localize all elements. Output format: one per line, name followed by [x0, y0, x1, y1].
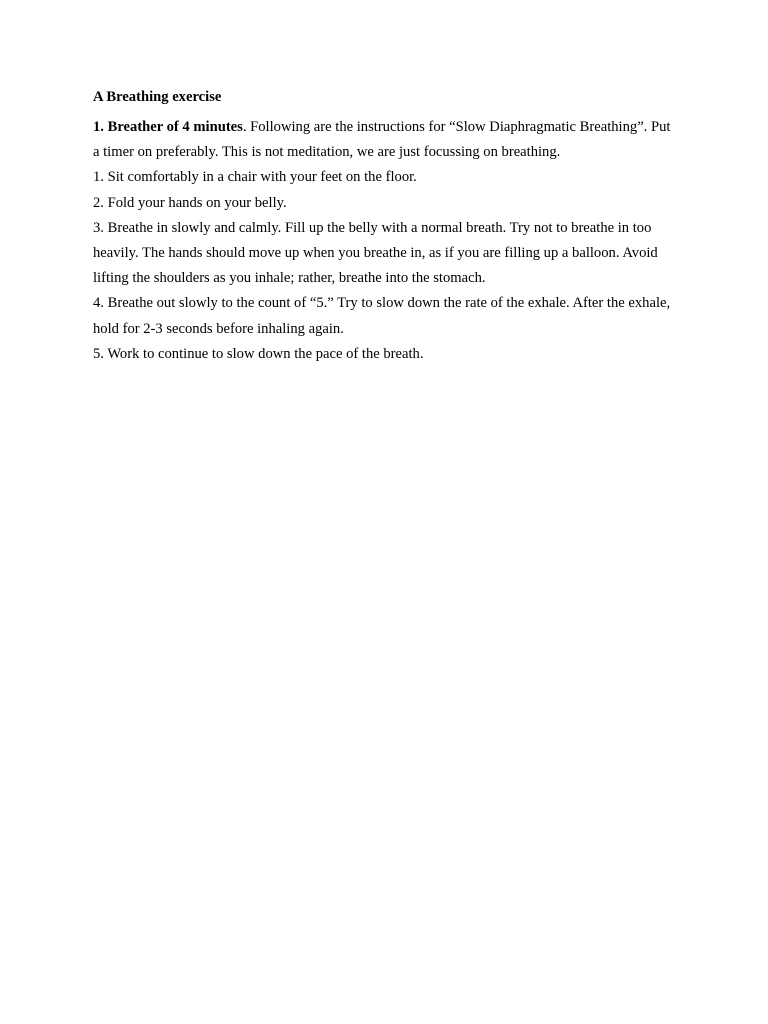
intro-lead: 1. Breather of 4 minutes: [93, 119, 243, 135]
step-4: 4. Breathe out slowly to the count of “5.” Try to slow down the rate of the exhale. After the exhale, hold for 2-3 seconds before inhaling again.: [93, 295, 671, 337]
document-title: A Breathing exercise: [93, 89, 222, 105]
step-1: 1. Sit comfortably in a chair with your feet on the floor.: [93, 169, 417, 186]
intro-text: . Following are the instructions for “Slow Diaphragmatic Breathing”. Put a timer on preferably. This is not meditation, we are just focussing on breathing.: [93, 119, 671, 161]
step-5: 5. Work to continue to slow down the pace of the breath.: [93, 345, 424, 362]
document-page: [93, 87, 678, 367]
step-2: 2. Fold your hands on your belly.: [93, 194, 287, 211]
step-3: 3. Breathe in slowly and calmly. Fill up the belly with a normal breath. Try not to breathe in too heavily. The hands should move up when you breathe in, as if you are filling up a balloon. Avoid lifting the shoulders as you inhale; rather, breathe into the stomach.: [93, 219, 658, 287]
intro-paragraph: [93, 115, 678, 165]
